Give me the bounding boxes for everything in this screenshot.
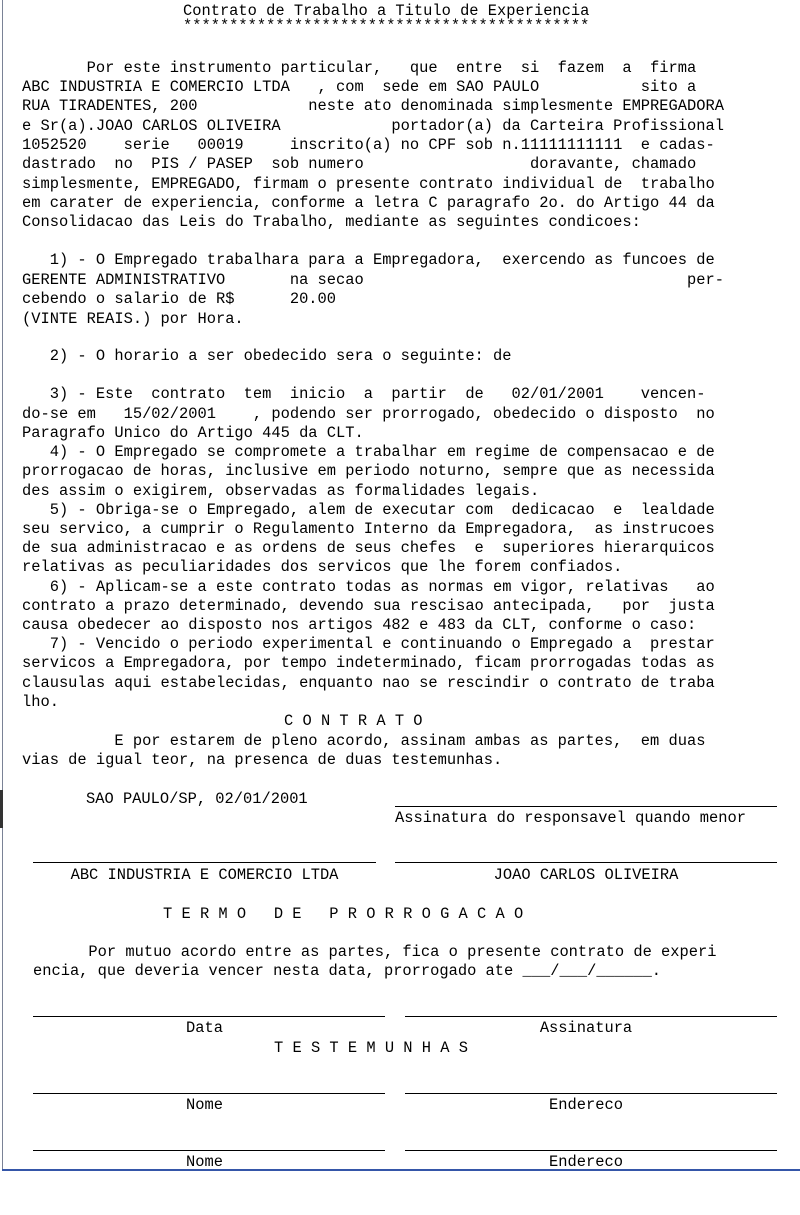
clause-line: 7) - Vencido o periodo experimental e continuando o Empregado a prestar [22, 635, 715, 653]
date-line [33, 1016, 385, 1017]
clause-1-line: GERENTE ADMINISTRATIVO na secao per- [22, 271, 724, 289]
page-left-border [2, 0, 3, 1170]
clause-2-line: 2) - O horario a ser obedecido sera o seguinte: de [22, 347, 512, 365]
employee-name: JOAO CARLOS OLIVEIRA [493, 866, 679, 884]
agreement-line: vias de igual teor, na presenca de duas testemunhas. [22, 751, 503, 769]
clause-line: clausulas aqui estabelecidas, enquanto nao se rescindir o contrato de traba [22, 674, 715, 692]
place-date: SAO PAULO/SP, 02/01/2001 [86, 790, 308, 808]
witness-2-name-line [33, 1150, 385, 1151]
clause-1-line: 1) - O Empregado trabalhara para a Empregadora, exercendo as funcoes de [22, 251, 715, 269]
clause-line: causa obedecer ao disposto nos artigos 482 e 483 da CLT, conforme o caso: [22, 616, 697, 634]
clause-line: 3) - Este contrato tem inicio a partir de 02/01/2001 vencen- [22, 385, 706, 403]
witness-1-name-label: Nome [186, 1096, 223, 1114]
employee-signature-line [395, 862, 777, 863]
employer-name: ABC INDUSTRIA E COMERCIO LTDA [70, 866, 339, 884]
clause-line: contrato a prazo determinado, devendo sua rescisao antecipada, por justa [22, 597, 715, 615]
intro-line: em carater de experiencia, conforme a letra C paragrafo 2o. do Artigo 44 da [22, 194, 715, 212]
witnesses-heading: T E S T E M U N H A S [274, 1039, 468, 1057]
contrato-heading: C O N T R A T O [284, 712, 423, 730]
intro-line: Por este instrumento particular, que entre si fazem a firma [22, 59, 697, 77]
clause-1-line: cebendo o salario de R$ 20.00 [22, 290, 337, 308]
clause-line: lho. [22, 693, 59, 711]
guardian-signature-label: Assinatura do responsavel quando menor [395, 809, 746, 827]
signature-line [405, 1016, 777, 1017]
clause-line: servicos a Empregadora, por tempo indeterminado, ficam prorrogadas todas as [22, 654, 715, 672]
employer-signature-line [33, 862, 376, 863]
clause-line: Paragrafo Unico do Artigo 445 da CLT. [22, 424, 364, 442]
clause-line: prorrogacao de horas, inclusive em periodo noturno, sempre que as necessida [22, 462, 715, 480]
witness-1-name-line [33, 1093, 385, 1094]
intro-line: e Sr(a).JOAO CARLOS OLIVEIRA portador(a) da Carteira Profissional [22, 117, 724, 135]
guardian-signature-line [395, 806, 777, 807]
intro-line: simplesmente, EMPREGADO, firmam o presente contrato individual de trabalho [22, 175, 715, 193]
clause-line: des assim o exigirem, observadas as formalidades legais. [22, 482, 540, 500]
title-underline: ******************************************** [183, 17, 590, 35]
clause-line: do-se em 15/02/2001 , podendo ser prorrogado, obedecido o disposto no [22, 405, 715, 423]
prorrogacao-heading: T E R M O D E P R O R R O G A C A O [163, 905, 524, 923]
intro-line: Consolidacao das Leis do Trabalho, mediante as seguintes condicoes: [22, 213, 641, 231]
intro-line: 1052520 serie 00019 inscrito(a) no CPF sob n.11111111111 e cadas- [22, 136, 715, 154]
clause-line: 6) - Aplicam-se a este contrato todas as normas em vigor, relativas ao [22, 578, 715, 596]
signature-label: Assinatura [539, 1019, 633, 1037]
clause-line: de sua administracao e as ordens de seus chefes e superiores hierarquicos [22, 539, 715, 557]
clause-line: 4) - O Empregado se compromete a trabalhar em regime de compensacao e de [22, 443, 715, 461]
intro-line: ABC INDUSTRIA E COMERCIO LTDA , com sede em SAO PAULO sito a [22, 78, 697, 96]
witness-2-address-label: Endereco [549, 1153, 623, 1171]
clause-1-line: (VINTE REAIS.) por Hora. [22, 310, 244, 328]
clause-line: relativas as peculiaridades dos servicos que lhe forem confiados. [22, 558, 623, 576]
witness-1-address-label: Endereco [549, 1096, 623, 1114]
intro-line: dastrado no PIS / PASEP sob numero doravante, chamado [22, 155, 697, 173]
witness-2-address-line [405, 1150, 777, 1151]
document-title: Contrato de Trabalho a Titulo de Experiencia [183, 2, 590, 20]
clause-line: seu servico, a cumprir o Regulamento Interno da Empregadora, as instrucoes [22, 520, 715, 538]
clause-line: 5) - Obriga-se o Empregado, alem de executar com dedicacao e lealdade [22, 501, 715, 519]
witness-1-address-line [405, 1093, 777, 1094]
prorrogacao-line: Por mutuo acordo entre as partes, fica o presente contrato de experi [33, 943, 717, 961]
margin-mark [0, 790, 3, 828]
prorrogacao-line: encia, que deveria vencer nesta data, prorrogado ate ___/___/______. [33, 962, 662, 980]
date-label: Data [186, 1019, 223, 1037]
agreement-line: E por estarem de pleno acordo, assinam ambas as partes, em duas [22, 732, 706, 750]
witness-2-name-label: Nome [186, 1153, 223, 1171]
intro-line: RUA TIRADENTES, 200 neste ato denominada simplesmente EMPREGADORA [22, 97, 724, 115]
